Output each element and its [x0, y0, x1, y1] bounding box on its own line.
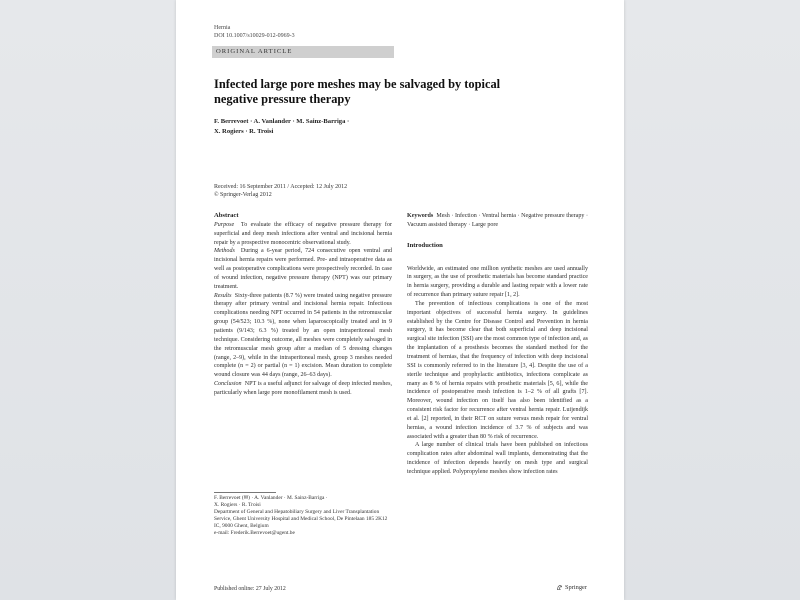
springer-horse-icon [556, 584, 563, 591]
intro-paragraph-1: Worldwide, an estimated one million synthetic meshes are used annually in surgery, as the use of prosthetic materials has become standard practice in hernia surgery, providing a durable and lasting repair with a lower rate of recurrence than primary suture repair [1, 2]. [407, 265, 588, 299]
abstract-purpose [214, 221, 392, 248]
abstract-results [214, 292, 392, 380]
footnote-department: Department of General and Hepatobiliary Surgery and Liver Transplantation Service, Ghent University Hospital and Medical School, De Pintelaan 185 2K12 IC, 9000 Ghent, Belgium [214, 509, 388, 530]
purpose-text: To evaluate the efficacy of negative pressure therapy for superficial and deep mesh infections after ventral and incisional hernia repair by a prospective monocentric observational study. [214, 221, 392, 246]
purpose-label: Purpose [214, 221, 235, 228]
conclusion-text: NPT is a useful adjunct for salvage of deep infected meshes, particularly when large pore monofilament mesh is used. [214, 381, 392, 396]
introduction-heading: Introduction [407, 241, 443, 249]
article-title: Infected large pore meshes may be salvaged by topical negative pressure therapy [214, 77, 501, 106]
footnote-rule [214, 492, 276, 493]
results-text: Sixty-three patients (8.7 %) were treated using negative pressure therapy after primary ventral and incisional hernia repair. Infectious complications needing NPT occurred in 54 patients in the retromuscular group (54/523; 10.3 %), none when laparoscopically treated and in 9 patients (9/143; 6.3 %) treated by an open intraperitoneal mesh technique. Considering outcome, all meshes were completely salvaged in the retromuscular mesh group after a median of 5 dressing changes (range, 2–9), while in the intraperitoneal mesh, group 3 meshes needed complete (n = 2) or partial (n = 1) excision. Mean duration to complete wound closure was 44 days (range, 26–63 days). [214, 292, 392, 379]
keywords-label: Keywords [407, 213, 434, 219]
received-dates: Received: 16 September 2011 / Accepted: 12 July 2012 [214, 184, 348, 190]
right-column [407, 212, 588, 477]
doi: DOI 10.1007/s10029-012-0969-3 [214, 33, 295, 39]
methods-text: During a 6-year period, 724 consecutive open ventral and incisional hernia repairs were performed. Pre- and intraoperative data as well as postoperative complications were prospectively recorded. In case of wound infection, negative pressure therapy (NPT) was our primary treatment. [214, 248, 392, 290]
abstract-methods [214, 247, 392, 291]
author-list [214, 117, 474, 137]
published-online: Published online: 27 July 2012 [214, 586, 286, 592]
author-line-2: X. Rogiers · R. Troisi [214, 128, 274, 135]
received-info [214, 183, 347, 199]
copyright: © Springer-Verlag 2012 [214, 192, 272, 198]
author-affiliation-footnote [214, 495, 394, 538]
abstract-heading: Abstract [214, 212, 239, 219]
keywords [407, 212, 588, 230]
footnote-authors: F. Berrevoet (✉) · A. Vanlander · M. Sainz-Barriga · [214, 495, 328, 501]
abstract-column [214, 212, 392, 398]
conclusion-label: Conclusion [214, 381, 242, 388]
section-label: ORIGINAL ARTICLE [212, 46, 394, 58]
journal-name: Hernia [214, 25, 231, 31]
intro-paragraph-2: The prevention of infectious complications is one of the most important objectives of successful hernia surgery. In guidelines established by the Centre for Disease Control and Prevention in hernia surgery, it has become clear that both superficial and deep incisional surgical site infection (SSI) are the most common type of infection and, as the implantation of a prosthesis becomes the standard method for the treatment of hernias, that the frequency of infection with deep incisional SSI is commonly referred to in the literature [3, 4]. Despite the use of a sterile technique and prophylactic antibiotics, infections complicate as many as 8 % of hernia repairs with prosthetic materials [5, 6], while the incidence of postoperative mesh infection is 1–2 % of all grafts [7]. Moreover, wound infection on itself has also been identified as a consistent risk factor for recurrence after ventral hernia repair. Luijendijk et al. [2] reported, in their RCT on suture versus mesh repair for ventral hernias, a wound infection incidence of 3.7 % of subjects and was associated with a greater than 80 % risk of recurrence. [407, 300, 588, 440]
abstract-conclusion [214, 380, 392, 398]
keywords-text: Mesh · Infection · Ventral hernia · Negative pressure therapy · Vacuum assisted therapy · Large pore [407, 213, 588, 228]
methods-label: Methods [214, 248, 235, 255]
publisher-logo [556, 584, 587, 591]
results-label: Results [214, 292, 232, 299]
author-line-1: F. Berrevoet · A. Vanlander · M. Sainz-Barriga · [214, 118, 350, 125]
publisher-name: Springer [565, 584, 588, 591]
journal-header [214, 24, 295, 40]
article-page [176, 0, 624, 600]
footnote-email: e-mail: Frederik.Berrevoet@ugent.be [214, 530, 295, 537]
footnote-authors-2: X. Rogiers · R. Troisi [214, 502, 261, 509]
intro-paragraph-3: A large number of clinical trials have been published on infectious complication rates after abdominal wall implants, demonstrating that the incidence of infection depends heavily on mesh type and surgical technique applied. Polypropylene meshes show infection rates [407, 442, 588, 475]
